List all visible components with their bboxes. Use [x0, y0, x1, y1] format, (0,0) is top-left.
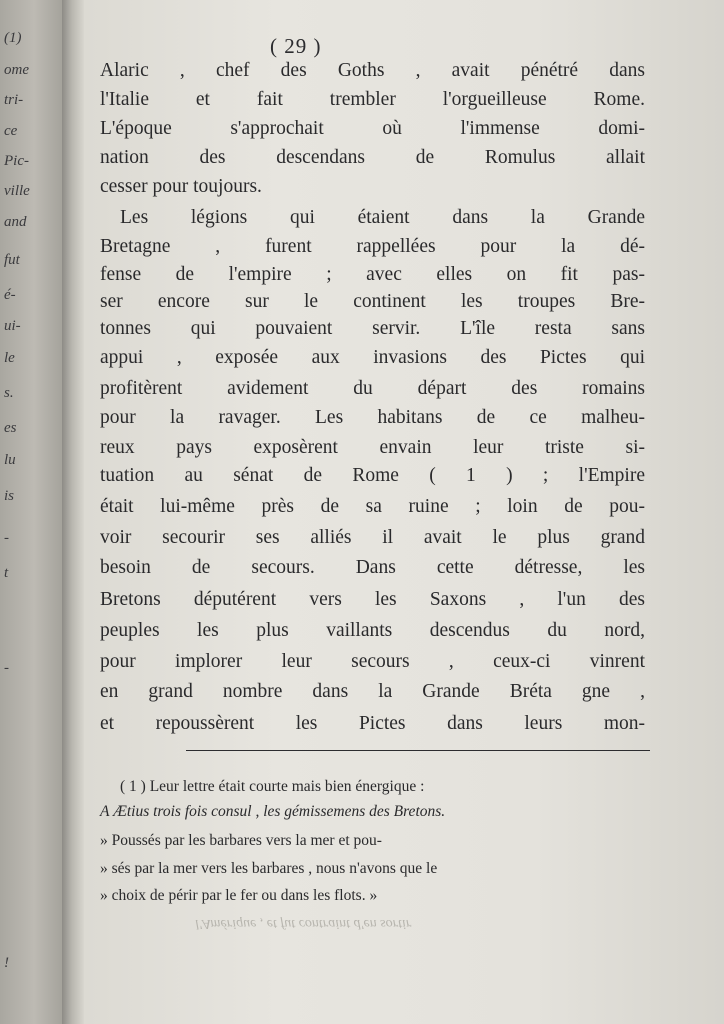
text-line: pour la ravager. Les habitans de ce malheu- — [100, 407, 645, 428]
text-line: tonnes qui pouvaient servir. L'île resta sans — [100, 318, 645, 339]
left-fragment: Pic- — [4, 153, 29, 169]
text-line: Bretons députérent vers les Saxons , l'un des — [100, 589, 645, 610]
footnote-line: » sés par la mer vers les barbares , nous n'avons que le — [100, 860, 438, 877]
text-line: Les légions qui étaient dans la Grande — [120, 207, 645, 228]
text-line: besoin de secours. Dans cette détresse, les — [100, 557, 645, 578]
text-line: peuples les plus vaillants descendus du nord, — [100, 620, 645, 641]
left-fragment: and — [4, 214, 27, 230]
text-line: tuation au sénat de Rome ( 1 ) ; l'Empire — [100, 465, 645, 486]
left-fragment: - — [4, 660, 9, 676]
left-fragment: is — [4, 488, 15, 504]
text-line: Bretagne , furent rappellées pour la dé- — [100, 236, 645, 257]
text-line: reux pays exposèrent envain leur triste si- — [100, 437, 645, 458]
text-line: l'Italie et fait trembler l'orgueilleuse Rome. — [100, 89, 645, 110]
text-line: et repoussèrent les Pictes dans leurs mon- — [100, 713, 645, 734]
left-fragment: é- — [4, 287, 16, 303]
left-fragment: ome — [4, 62, 29, 78]
footnote-line: ( 1 ) Leur lettre était courte mais bien énergique : — [120, 778, 425, 795]
left-fragment: ce — [4, 123, 18, 139]
footnote-line: » Poussés par les barbares vers la mer et pou- — [100, 832, 382, 849]
left-fragment: es — [4, 420, 17, 436]
text-line: en grand nombre dans la Grande Bréta gne , — [100, 681, 645, 702]
left-fragment: ui- — [4, 318, 21, 334]
left-fragment: s. — [4, 385, 14, 401]
left-fragment: (1) — [4, 30, 22, 46]
bleed-through-text: l'Amérique , et fut contraint d'en sortir — [195, 916, 412, 931]
left-fragment: fut — [4, 252, 20, 268]
left-fragment: t — [4, 565, 9, 581]
text-line: était lui-même près de sa ruine ; loin de pou- — [100, 496, 645, 517]
text-line: profitèrent avidement du départ des romains — [100, 378, 645, 399]
left-fragment: ville — [4, 183, 30, 199]
page-number: ( 29 ) — [270, 34, 322, 58]
book-gutter — [62, 0, 84, 1024]
text-line: appui , exposée aux invasions des Pictes qui — [100, 347, 645, 368]
footnote-line: A Ætius trois fois consul , les gémissemens des Bretons. — [100, 803, 446, 820]
left-fragment: le — [4, 350, 15, 366]
left-fragment: ! — [4, 955, 9, 971]
text-line: ser encore sur le continent les troupes Bre- — [100, 291, 645, 312]
left-page-edge — [0, 0, 63, 1024]
text-line: L'époque s'approchait où l'immense domi- — [100, 118, 645, 139]
text-line: nation des descendans de Romulus allait — [100, 147, 645, 168]
footnote-divider — [186, 750, 650, 751]
text-line: pour implorer leur secours , ceux-ci vinrent — [100, 651, 645, 672]
footnote-line: » choix de périr par le fer ou dans les flots. » — [100, 887, 378, 904]
left-fragment: lu — [4, 452, 16, 468]
text-line: fense de l'empire ; avec elles on fit pas- — [100, 264, 645, 285]
left-fragment: - — [4, 530, 9, 546]
text-line: Alaric , chef des Goths , avait pénétré dans — [100, 60, 645, 81]
text-line: cesser pour toujours. — [100, 176, 262, 197]
text-line: voir secourir ses alliés il avait le plus grand — [100, 527, 645, 548]
left-fragment: tri- — [4, 92, 24, 108]
